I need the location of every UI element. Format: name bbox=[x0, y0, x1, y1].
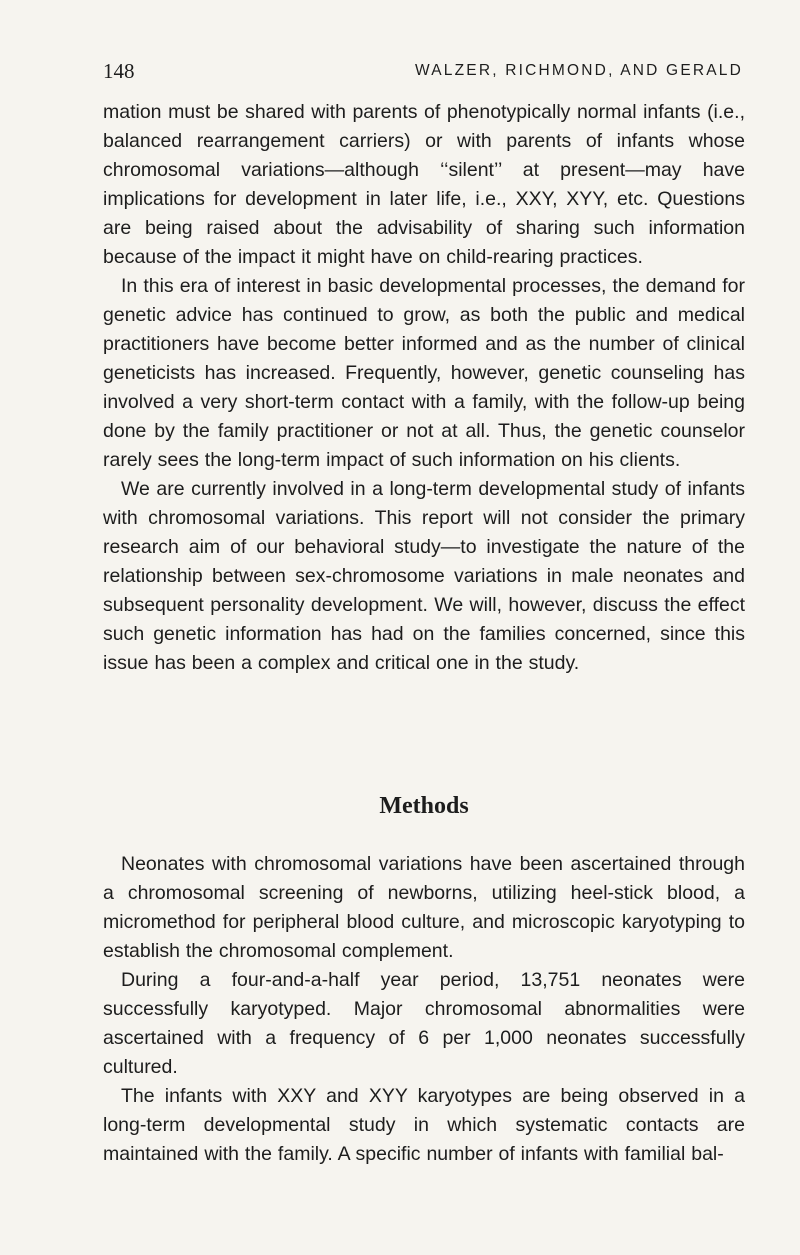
paragraph-observation: The infants with XXY and XYY karyotypes are being observed in a long-term developmental study in which systematic contacts are maintained with the family. A specific number of infants with familial bal- bbox=[103, 1085, 745, 1165]
paragraph-continued: mation must be shared with parents of phenotypically normal infants (i.e., balanced rearrangement carriers) or with parents of infants whose chromosomal variations—although ‘‘silent’’ at present—may have implications for development in later life, i.e., XXY, XYY, etc. Questions are being raised about the advisability of sharing such information because of the impact it might have on child-rearing practices. bbox=[103, 101, 745, 268]
page-number: 148 bbox=[103, 59, 135, 83]
running-head bbox=[103, 57, 743, 85]
paragraph-study-aim: We are currently involved in a long-term developmental study of infants with chromosomal variations. This report will not consider the primary research aim of our behavioral study—to investigate the nature of the relationship between sex-chromosome variations in male neonates and subsequent personality development. We will, however, discuss the effect such genetic information has had on the families concerned, since this issue has been a complex and critical one in the study. bbox=[103, 478, 745, 674]
section-heading-methods: Methods bbox=[379, 793, 469, 819]
body-text-intro bbox=[103, 98, 745, 678]
paragraph-genetic-advice: In this era of interest in basic developmental processes, the demand for genetic advice has continued to grow, as both the public and medical practitioners have become better informed and as the number of clinical geneticists has increased. Frequently, however, genetic counseling has involved a very short-term contact with a family, with the follow-up being done by the family practitioner or not at all. Thus, the genetic counselor rarely sees the long-term impact of such information on his clients. bbox=[103, 275, 745, 471]
paragraph-karyotyped: During a four-and-a-half year period, 13,751 neonates were successfully karyotyped. Major chromosomal abnormalities were ascertained with a frequency of 6 per 1,000 neonates successfully cultured. bbox=[103, 969, 745, 1078]
running-head-authors: WALZER, RICHMOND, AND GERALD bbox=[415, 62, 743, 79]
paragraph-screening: Neonates with chromosomal variations have been ascertained through a chromosomal screening of newborns, utilizing heel-stick blood, a micromethod for peripheral blood culture, and microscopic karyotyping to establish the chromosomal complement. bbox=[103, 853, 745, 962]
body-text-methods bbox=[103, 850, 745, 1169]
